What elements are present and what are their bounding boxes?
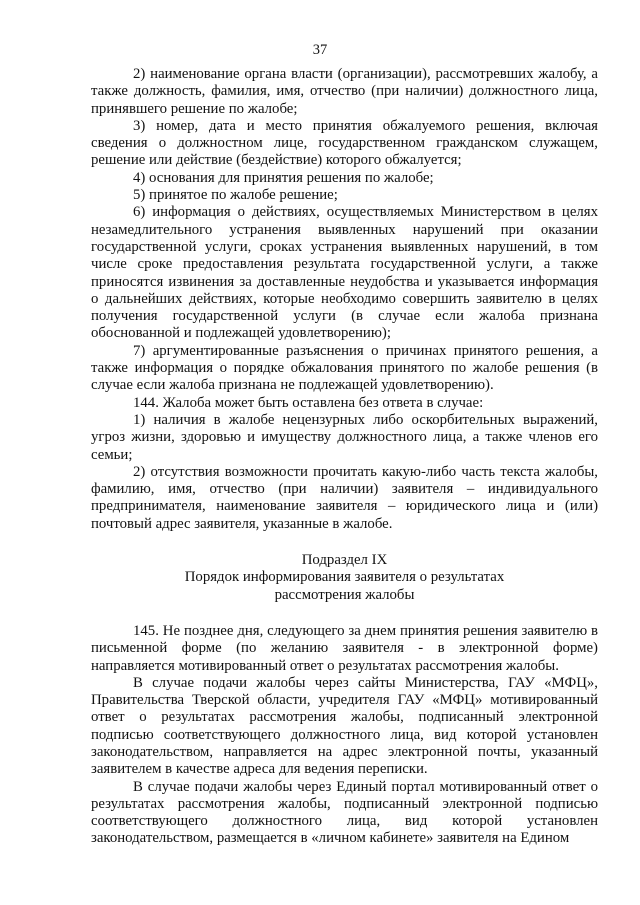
paragraph-item-2-responsible-body: 2) наименование органа власти (организации), рассмотревших жалобу, а также должность, фамилия, имя, отчество (при наличии) должностного лица, принявшего решение по жалобе;	[91, 66, 598, 117]
paragraph-item-5-decision: 5) принятое по жалобе решение;	[133, 187, 338, 204]
paragraph-sites-response: В случае подачи жалобы через сайты Министерства, ГАУ «МФЦ», Правительства Тверской области, учредителя ГАУ «МФЦ» мотивированный ответ о результатах рассмотрения жалобы, подписанный электронной подписью соответствующего должностного лица, вид которой установлен законодательством, направляется на адрес электронной почты, указанный заявителем в качестве адреса для ведения переписки.	[91, 674, 598, 778]
paragraph-144-intro: 144. Жалоба может быть оставлена без ответа в случае:	[133, 394, 484, 411]
paragraph-145: 145. Не позднее дня, следующего за днем принятия решения заявителю в письменной форме (по желанию заявителя - в электронной форме) направляется мотивированный ответ о результатах рассмотрения жалобы.	[91, 622, 598, 674]
paragraph-portal-response: В случае подачи жалобы через Единый портал мотивированный ответ о результатах рассмотрения жалобы, подписанный электронной подписью соответствующего должностного лица, вид которой установлен законодательством, размещается в «личном кабинете» заявителя на Едином	[91, 778, 598, 847]
document-body	[91, 66, 598, 848]
section-title-line-1: Порядок информирования заявителя о результатах	[184, 569, 505, 586]
paragraph-item-6-ministry-actions: 6) информация о действиях, осуществляемых Министерством в целях незамедлительного устранения выявленных нарушений при оказании государственной услуги, сроках устранения выявленных нарушений, в том числе сроке предоставления результата государственной услуги, а также приносятся извинения за доставленные неудобства и указывается информация о дальнейших действиях, которые необходимо совершить заявителю в целях получения государственной услуги (в случае если жалоба признана обоснованной и подлежащей удовлетворению);	[91, 204, 598, 342]
paragraph-144-item-1: 1) наличия в жалобе нецензурных либо оскорбительных выражений, угроз жизни, здоровью и имуществу должностного лица, а также членов его семьи;	[91, 411, 598, 463]
section-label: Подраздел IX	[301, 552, 388, 569]
section-heading	[91, 552, 598, 604]
paragraph-144-item-2: 2) отсутствия возможности прочитать какую-либо часть текста жалобы, фамилию, имя, отчество (при наличии) заявителя – индивидуального предпринимателя, наименование заявителя – юридического лица и (или) почтовый адрес заявителя, указанные в жалобе.	[91, 463, 598, 532]
paragraph-item-4-grounds: 4) основания для принятия решения по жалобе;	[133, 169, 434, 186]
paragraph-item-3-decision-details: 3) номер, дата и место принятия обжалуемого решения, включая сведения о должностном лице, государственном гражданском служащем, решение или действие (бездействие) которого обжалуется;	[91, 117, 598, 169]
section-title-line-2: рассмотрения жалобы	[274, 586, 415, 603]
page-number: 37	[312, 42, 328, 58]
spacer	[91, 604, 598, 623]
spacer	[91, 533, 598, 552]
paragraph-item-7-explanations: 7) аргументированные разъяснения о причинах принятого решения, а также информация о порядке обжалования принятого по жалобе решения (в случае если жалоба признана не подлежащей удовлетворению).	[91, 342, 598, 394]
